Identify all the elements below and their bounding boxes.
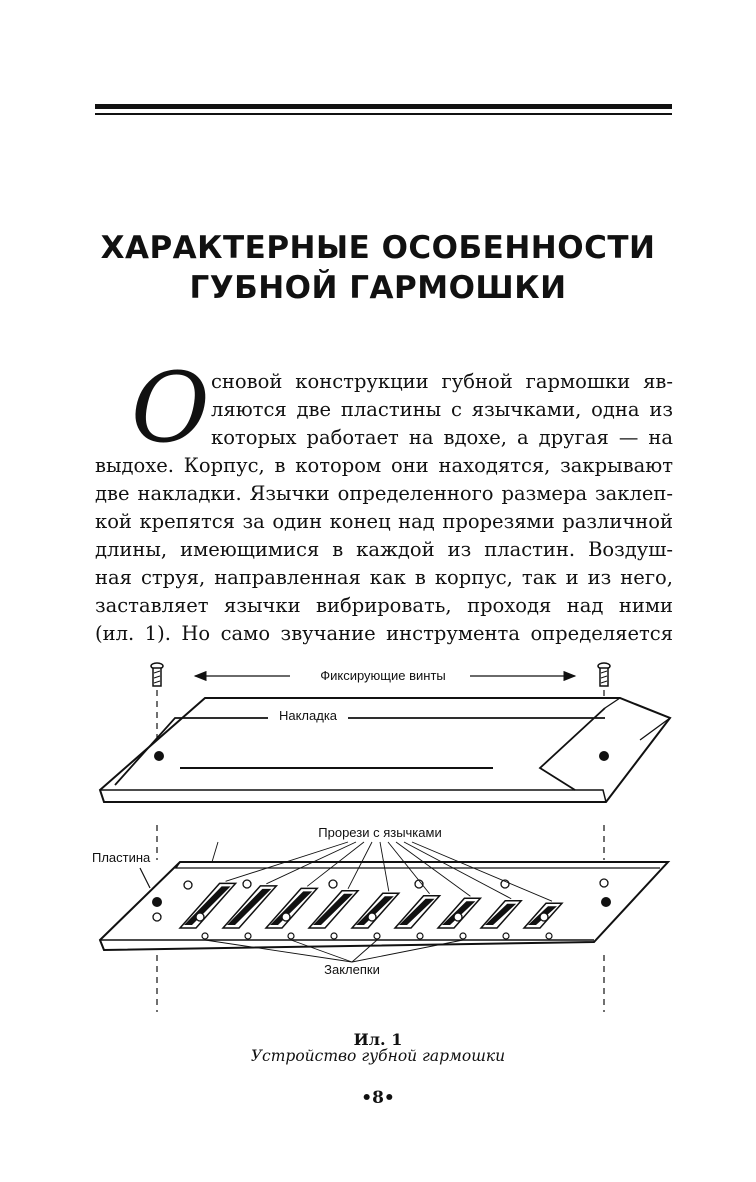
rivet [288,933,294,939]
paragraph-line: сновой конструкции губной гармошки яв- [211,370,673,393]
header-rule-thin [95,113,672,115]
label-screws: Фиксирующие винты [320,668,446,683]
chapter-title [0,228,756,308]
rivet [368,913,376,921]
chapter-title-line-1: ХАРАКТЕРНЫЕ ОСОБЕННОСТИ [100,230,656,266]
page-number: •8• [361,1088,395,1108]
header-rule-thick [95,104,672,109]
paragraph-line: длины, имеющимися в каждой из пластин. Воздуш- [95,538,673,561]
paragraph-line: выдохе. Корпус, в котором они находятся, закрывают [95,454,673,477]
cover-plate [100,698,670,802]
rivet [331,933,337,939]
screw-icon-left [151,663,163,686]
paragraph-line: кой крепятся за один конец над прорезями различной [95,510,673,533]
chapter-title-line-2: ГУБНОЙ ГАРМОШКИ [189,270,567,306]
label-cover: Накладка [278,708,338,723]
rivet [540,913,548,921]
plate-leader-line [140,868,150,888]
paragraph-line: ная струя, направленная как в корпус, так и из него, [95,566,673,589]
label-plate: Пластина [92,850,151,865]
figure-caption-number: Ил. 1 [353,1030,403,1049]
paragraph-line: которых работает на вдохе, а другая — на [211,426,673,449]
rivet [374,933,380,939]
paragraph-line: ляются две пластины с язычками, одна из [211,398,673,421]
rivet [503,933,509,939]
rivet [329,880,337,888]
rivet [243,880,251,888]
rivet [454,913,462,921]
rivet [460,933,466,939]
label-rivets: Заклепки [324,962,380,977]
paragraph-line: (ил. 1). Но само звучание инструмента определяется [95,622,673,645]
paragraph-line: заставляет язычки вибрировать, проходя над ними [95,594,673,617]
screw-icon-right [598,663,610,686]
paragraph-line: две накладки. Язычки определенного размера заклеп- [95,482,673,505]
rivet [546,933,552,939]
body-paragraph [95,352,673,648]
rivet [196,913,204,921]
rivet [417,933,423,939]
figure-caption-text: Устройство губной гармошки [250,1047,506,1065]
rivet [245,933,251,939]
label-slots: Прорези с язычками [318,825,442,840]
rivet [282,913,290,921]
drop-cap: О [131,352,210,464]
rivet [202,933,208,939]
slot-leader [212,842,218,862]
harmonica-diagram [0,655,756,1025]
